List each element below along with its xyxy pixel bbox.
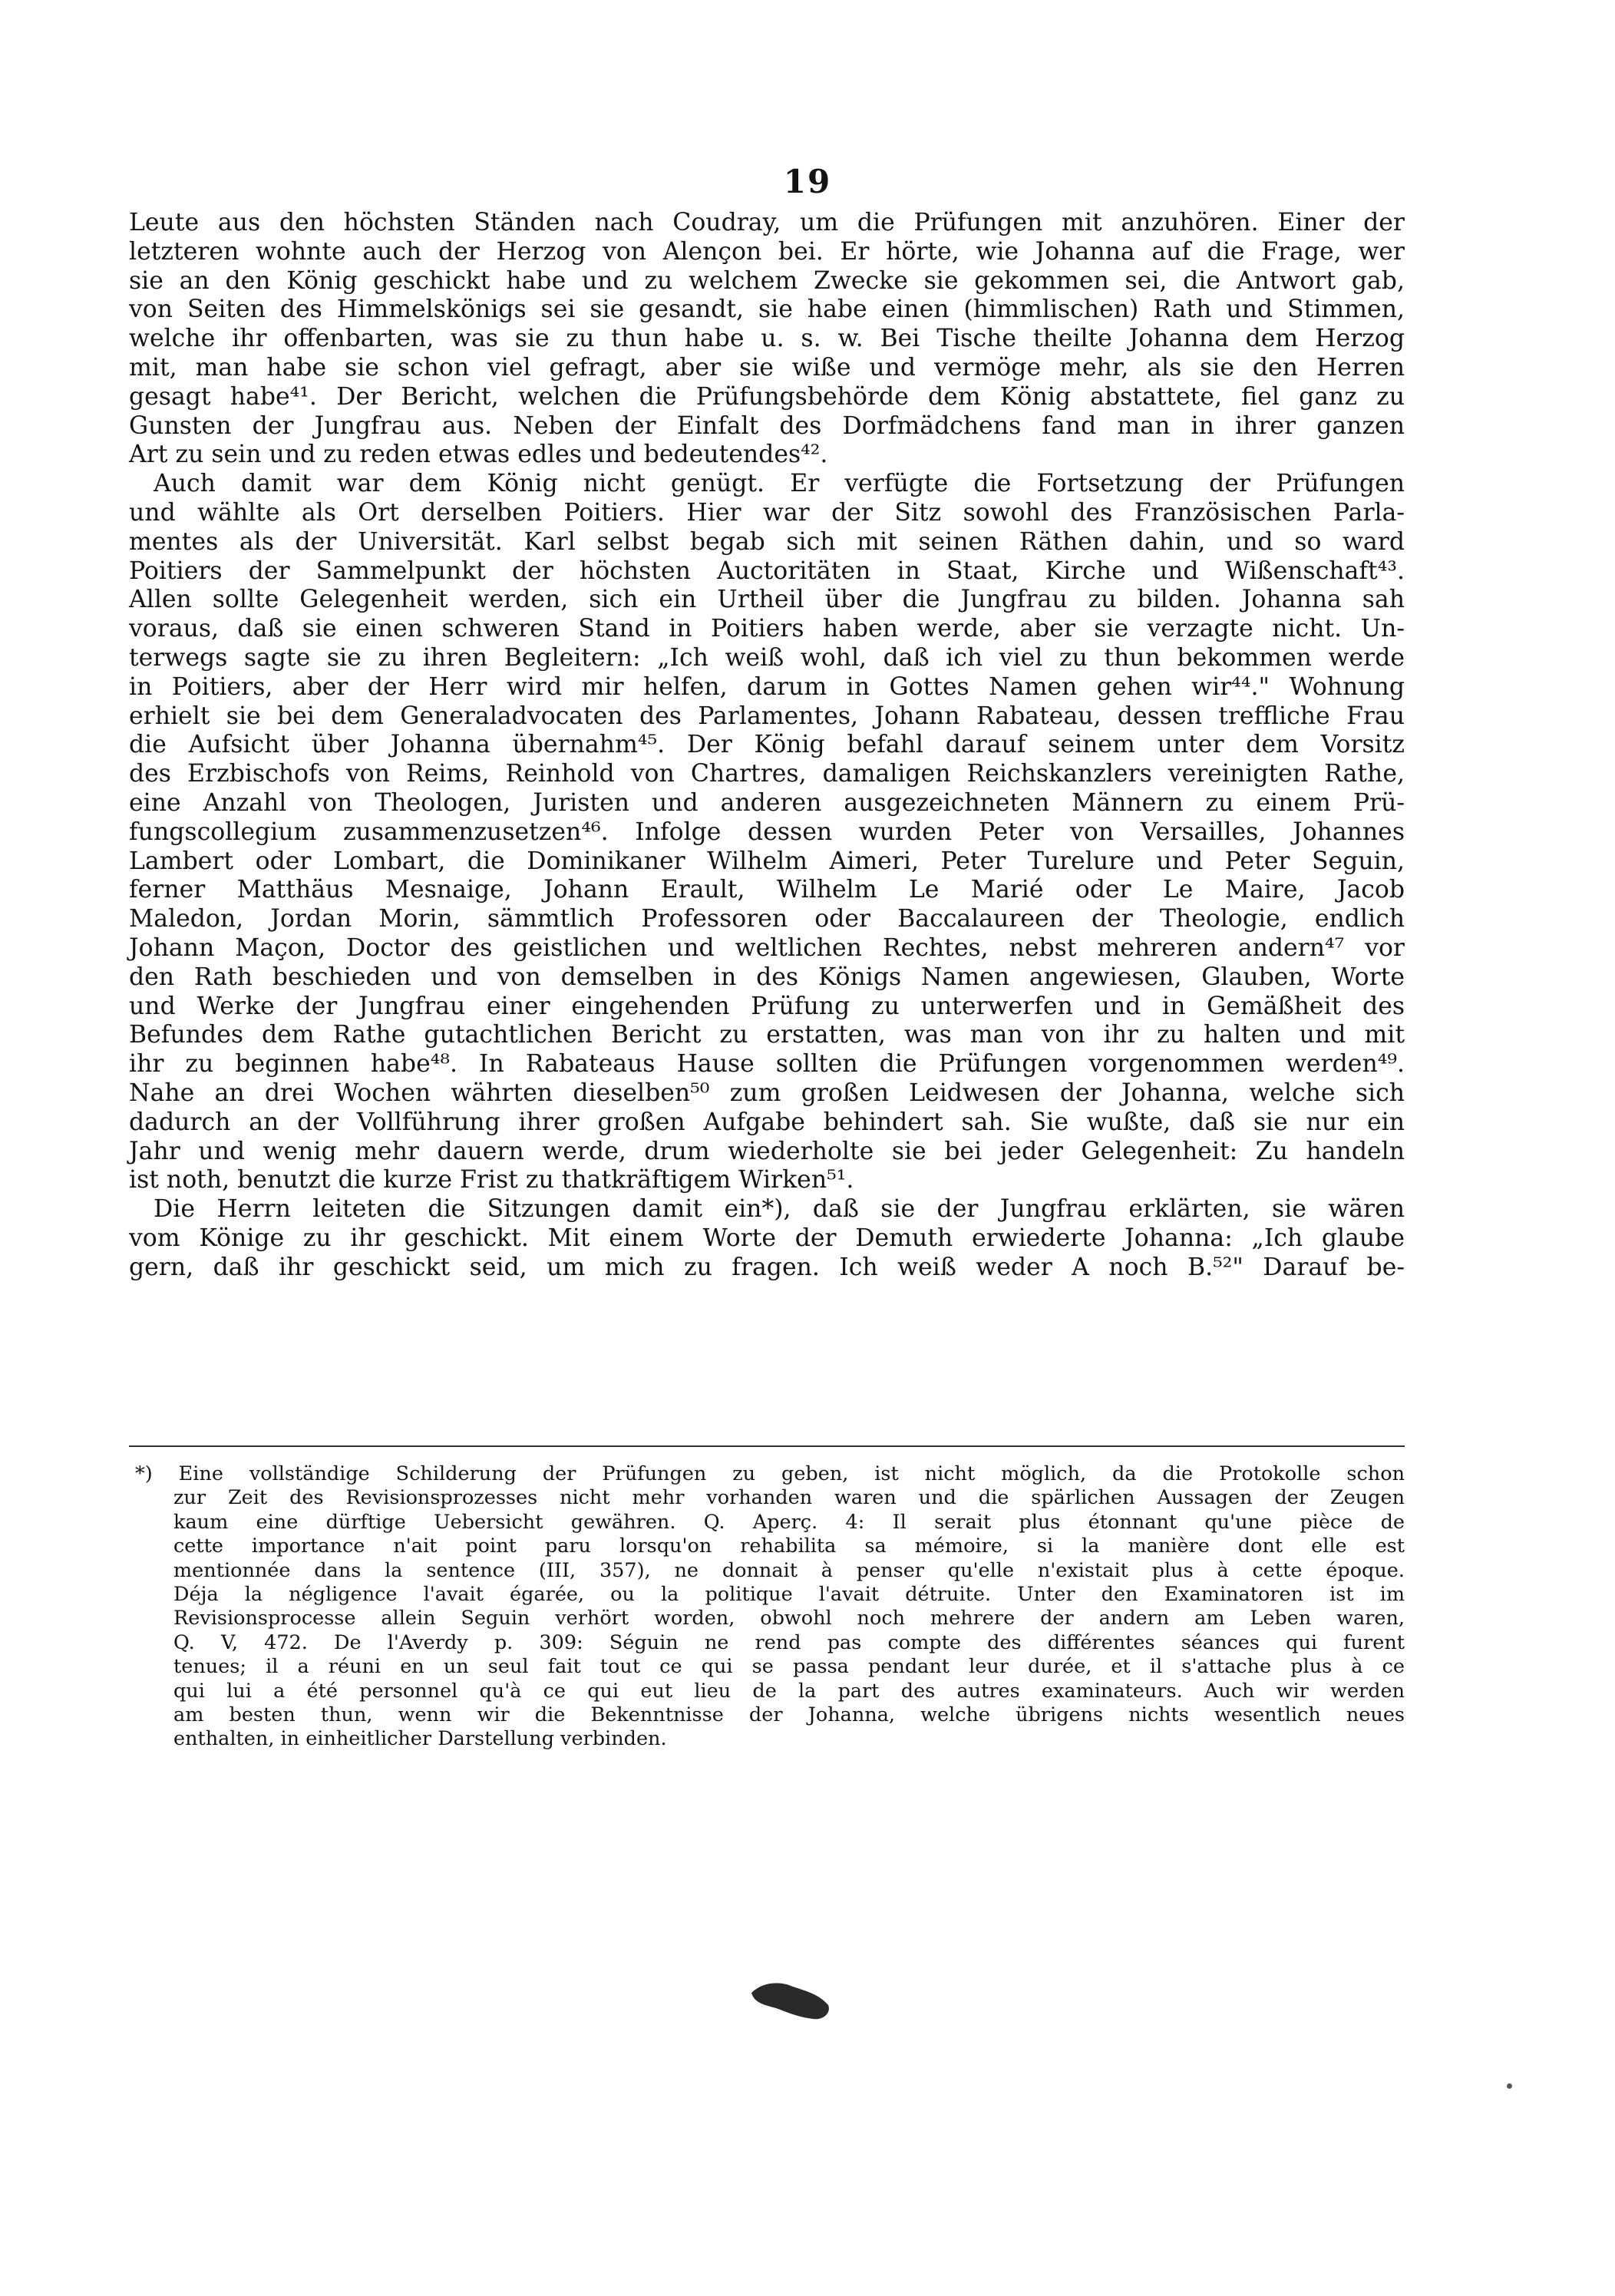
text-line: in Poitiers, aber der Herr wird mir helfen, darum in Gottes Namen gehen wir⁴⁴." Wohnung (129, 672, 1405, 701)
footnote-line: zur Zeit des Revisionsprozesses nicht mehr vorhanden waren und die spärlichen Aussagen der Zeugen (173, 1486, 1405, 1510)
text-line: den Rath beschieden und von demselben in des Königs Namen angewiesen, Glauben, Worte (129, 963, 1405, 991)
text-line: gern, daß ihr geschickt seid, um mich zu fragen. Ich weiß weder A noch B.⁵²" Darauf be- (129, 1253, 1405, 1281)
text-line: Poitiers der Sammelpunkt der höchsten Auctoritäten in Staat, Kirche und Wißenschaft⁴³. (129, 557, 1405, 585)
footnote-divider (129, 1445, 1405, 1447)
ink-blot (748, 1979, 833, 2025)
text-line: Allen sollte Gelegenheit werden, sich ein Urtheil über die Jungfrau zu bilden. Johanna sah (129, 586, 1405, 614)
text-line: Lambert oder Lombart, die Dominikaner Wilhelm Aimeri, Peter Turelure und Peter Seguin, (129, 847, 1405, 875)
text-line: Auch damit war dem König nicht genügt. Er verfügte die Fortsetzung der Prüfungen (154, 470, 1405, 498)
text-line: ferner Matthäus Mesnaige, Johann Erault, Wilhelm Le Marié oder Le Maire, Jacob (129, 876, 1405, 904)
text-line: Die Herrn leiteten die Sitzungen damit ein*), daß sie der Jungfrau erklärten, sie wären (154, 1195, 1405, 1224)
footnote-line: *) Eine vollständige Schilderung der Prüfungen zu geben, ist nicht möglich, da die Protokolle schon (135, 1462, 1405, 1485)
text-line: voraus, daß sie einen schweren Stand in Poitiers haben werde, aber sie verzagte nicht. Un- (129, 615, 1405, 643)
footnote-line: Revisionsprocesse allein Seguin verhört worden, obwohl noch mehrere der andern am Leben waren, (173, 1607, 1405, 1630)
text-line: eine Anzahl von Theologen, Juristen und anderen ausgezeichneten Männern zu einem Prü- (129, 788, 1405, 817)
text-line: Gunsten der Jungfrau aus. Neben der Einfalt des Dorfmädchens fand man in ihrer ganzen (129, 411, 1405, 440)
text-line: Nahe an drei Wochen währten dieselben⁵⁰ zum großen Leidwesen der Johanna, welche sich (129, 1079, 1405, 1107)
footnote-line: cette importance n'ait point paru lorsqu'on rehabilita sa mémoire, si la manière dont elle est (173, 1535, 1405, 1558)
footnote-line: tenues; il a réuni en un seul fait tout ce qui se passa pendant leur durée, et il s'attache plus à ce (173, 1655, 1405, 1679)
text-line: die Aufsicht über Johanna übernahm⁴⁵. Der König befahl darauf seinem unter dem Vorsitz (129, 731, 1405, 759)
footnote-line: qui lui a été personnel qu'à ce qui eut lieu de la part des autres examinateurs. Auch wir werden (173, 1679, 1405, 1703)
paper-speck (1507, 2083, 1512, 2089)
text-line: Leute aus den höchsten Ständen nach Coudray, um die Prüfungen mit anzuhören. Einer der (129, 209, 1405, 236)
text-line: und Werke der Jungfrau einer eingehenden Prüfung zu unterwerfen und in Gemäßheit des (129, 992, 1405, 1020)
text-line: vom Könige zu ihr geschickt. Mit einem Worte der Demuth erwiederte Johanna: „Ich glaube (129, 1224, 1405, 1252)
text-line: mentes als der Universität. Karl selbst begab sich mit seinen Räthen dahin, und so ward (129, 527, 1405, 556)
text-line: dadurch an der Vollführung ihrer großen Aufgabe behindert sah. Sie wußte, daß sie nur ein (129, 1108, 1405, 1136)
main-text (129, 209, 1405, 1282)
text-line: sie an den König geschickt habe und zu welchem Zwecke sie gekommen sei, die Antwort gab, (129, 266, 1405, 295)
text-line: Johann Maçon, Doctor des geistlichen und weltlichen Rechtes, nebst mehreren andern⁴⁷ vor (129, 933, 1405, 962)
text-line: terwegs sagte sie zu ihren Begleitern: „Ich weiß wohl, daß ich viel zu thun bekommen werde (129, 643, 1405, 672)
text-line: erhielt sie bei dem Generaladvocaten des Parlamentes, Johann Rabateau, dessen treffliche Frau (129, 702, 1405, 730)
footnote (135, 1462, 1405, 1752)
footnote-line: mentionnée dans la sentence (III, 357), ne donnait à penser qu'elle n'existait plus à cette époque. (173, 1558, 1405, 1582)
footnote-line: Déja la négligence l'avait égarée, ou la politique l'avait détruite. Unter den Examinatoren ist im (173, 1582, 1405, 1606)
text-line: und wählte als Ort derselben Poitiers. Hier war der Sitz sowohl des Französischen Parla- (129, 498, 1405, 527)
text-line: ihr zu beginnen habe⁴⁸. In Rabateaus Hause sollten die Prüfungen vorgenommen werden⁴⁹. (129, 1050, 1405, 1079)
footnote-line: am besten thun, wenn wir die Bekenntnisse der Johanna, welche übrigens nichts wesentlich neues (173, 1703, 1405, 1726)
page-number: 19 (783, 163, 832, 200)
text-line: gesagt habe⁴¹. Der Bericht, welchen die Prüfungsbehörde dem König abstattete, fiel ganz zu (129, 382, 1405, 411)
text-line: fungscollegium zusammenzusetzen⁴⁶. Infolge dessen wurden Peter von Versailles, Johannes (129, 818, 1405, 846)
text-line: Jahr und wenig mehr dauern werde, drum wiederholte sie bei jeder Gelegenheit: Zu handeln (129, 1137, 1405, 1165)
text-line: Art zu sein und zu reden etwas edles und bedeutendes⁴². (129, 441, 828, 469)
text-line: welche ihr offenbarten, was sie zu thun habe u. s. w. Bei Tische theilte Johanna dem Herzog (129, 325, 1405, 353)
text-line: Maledon, Jordan Morin, sämmtlich Professoren oder Baccalaureen der Theologie, endlich (129, 905, 1405, 933)
text-line: letzteren wohnte auch der Herzog von Alençon bei. Er hörte, wie Johanna auf die Frage, wer (129, 237, 1405, 266)
footnote-line: enthalten, in einheitlicher Darstellung verbinden. (173, 1727, 667, 1751)
footnote-line: Q. V, 472. De l'Averdy p. 309: Séguin ne rend pas compte des différentes séances qui furent (173, 1630, 1405, 1654)
footnote-line: kaum eine dürftige Uebersicht gewähren. Q. Aperç. 4: Il serait plus étonnant qu'une pièce de (173, 1510, 1405, 1534)
text-line: mit, man habe sie schon viel gefragt, aber sie wiße und vermöge mehr, als sie den Herren (129, 353, 1405, 382)
text-line: Befundes dem Rathe gutachtlichen Bericht zu erstatten, was man von ihr zu halten und mit (129, 1021, 1405, 1049)
text-line: ist noth, benutzt die kurze Frist zu thatkräftigem Wirken⁵¹. (129, 1166, 854, 1194)
text-line: des Erzbischofs von Reims, Reinhold von Chartres, damaligen Reichskanzlers vereinigten Rathe, (129, 760, 1405, 788)
text-line: von Seiten des Himmelskönigs sei sie gesandt, sie habe einen (himmlischen) Rath und Stimmen, (129, 296, 1405, 324)
